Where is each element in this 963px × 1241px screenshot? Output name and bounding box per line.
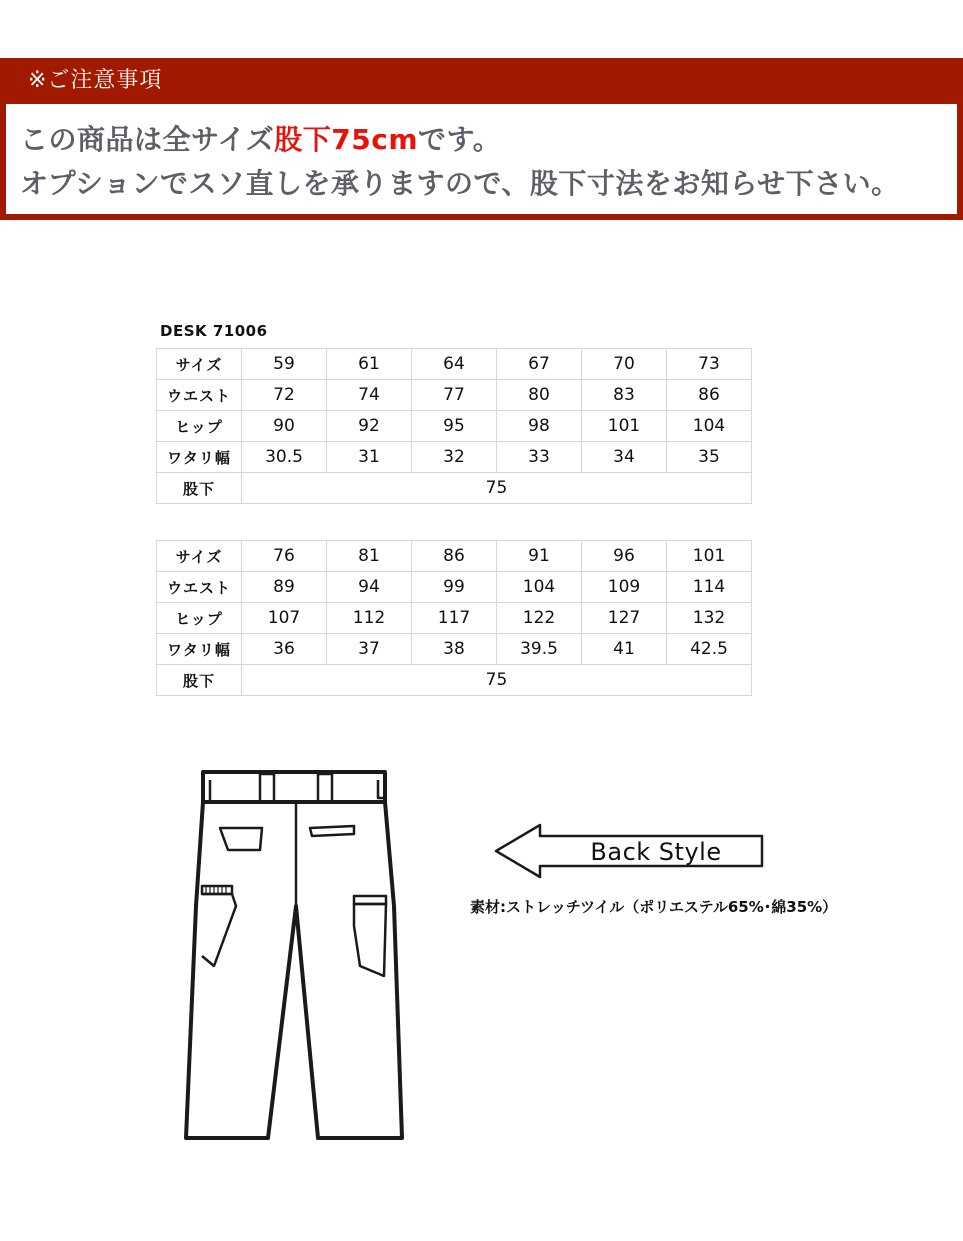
back-style-label: Back Style (590, 838, 722, 866)
thigh-row (157, 442, 752, 473)
pants-back-illustration (180, 766, 420, 1146)
waist-cell: 114 (667, 572, 752, 603)
size-table-1 (156, 348, 752, 504)
inseam-cell: 75 (242, 473, 752, 504)
row-label: ワタリ幅 (157, 634, 242, 665)
material-text: 素材:ストレッチツイル（ポリエステル65%･綿35%） (470, 898, 838, 916)
notice-line1-suffix: です。 (418, 123, 502, 156)
hip-cell: 92 (327, 411, 412, 442)
notice-line1-prefix: この商品は全サイズ (20, 123, 275, 156)
hip-cell: 127 (582, 603, 667, 634)
row-label: ワタリ幅 (157, 442, 242, 473)
inseam-highlight: 股下75cm (274, 123, 419, 156)
waist-cell: 80 (497, 380, 582, 411)
size-cell: 91 (497, 541, 582, 572)
size-cell: 86 (412, 541, 497, 572)
size-row (157, 541, 752, 572)
size-cell: 81 (327, 541, 412, 572)
notice-header: ※ご注意事項 (28, 68, 163, 93)
thigh-cell: 41 (582, 634, 667, 665)
row-label: ウエスト (157, 572, 242, 603)
inseam-row (157, 473, 752, 504)
thigh-cell: 42.5 (667, 634, 752, 665)
hip-cell: 122 (497, 603, 582, 634)
waist-cell: 89 (242, 572, 327, 603)
row-label: ヒップ (157, 411, 242, 442)
row-label: ヒップ (157, 603, 242, 634)
waist-cell: 94 (327, 572, 412, 603)
size-cell: 59 (242, 349, 327, 380)
hip-row (157, 411, 752, 442)
thigh-cell: 39.5 (497, 634, 582, 665)
product-code: DESK 71006 (160, 322, 268, 340)
hip-cell: 98 (497, 411, 582, 442)
size-cell: 96 (582, 541, 667, 572)
notice-body (6, 104, 957, 214)
size-cell: 76 (242, 541, 327, 572)
thigh-row (157, 634, 752, 665)
waist-cell: 77 (412, 380, 497, 411)
size-cell: 64 (412, 349, 497, 380)
notice-box (0, 58, 963, 220)
size-cell: 67 (497, 349, 582, 380)
hip-cell: 112 (327, 603, 412, 634)
waist-cell: 72 (242, 380, 327, 411)
thigh-cell: 30.5 (242, 442, 327, 473)
waist-row (157, 572, 752, 603)
hip-cell: 95 (412, 411, 497, 442)
thigh-cell: 34 (582, 442, 667, 473)
hip-cell: 104 (667, 411, 752, 442)
row-label: 股下 (157, 665, 242, 696)
hip-cell: 132 (667, 603, 752, 634)
size-cell: 61 (327, 349, 412, 380)
size-table-2 (156, 540, 752, 696)
hip-cell: 101 (582, 411, 667, 442)
thigh-cell: 35 (667, 442, 752, 473)
thigh-cell: 37 (327, 634, 412, 665)
waist-cell: 83 (582, 380, 667, 411)
thigh-cell: 33 (497, 442, 582, 473)
notice-line-1 (20, 118, 957, 162)
row-label: 股下 (157, 473, 242, 504)
waist-cell: 86 (667, 380, 752, 411)
waist-cell: 104 (497, 572, 582, 603)
size-cell: 70 (582, 349, 667, 380)
waist-cell: 74 (327, 380, 412, 411)
waist-cell: 109 (582, 572, 667, 603)
size-cell: 101 (667, 541, 752, 572)
waist-cell: 99 (412, 572, 497, 603)
waist-row (157, 380, 752, 411)
notice-line-2: オプションでスソ直しを承りますので、股下寸法をお知らせ下さい。 (20, 167, 900, 200)
hip-cell: 117 (412, 603, 497, 634)
row-label: ウエスト (157, 380, 242, 411)
hip-cell: 90 (242, 411, 327, 442)
thigh-cell: 31 (327, 442, 412, 473)
row-label: サイズ (157, 541, 242, 572)
inseam-row (157, 665, 752, 696)
size-cell: 73 (667, 349, 752, 380)
inseam-cell: 75 (242, 665, 752, 696)
row-label: サイズ (157, 349, 242, 380)
thigh-cell: 32 (412, 442, 497, 473)
size-row (157, 349, 752, 380)
hip-row (157, 603, 752, 634)
thigh-cell: 36 (242, 634, 327, 665)
hip-cell: 107 (242, 603, 327, 634)
thigh-cell: 38 (412, 634, 497, 665)
